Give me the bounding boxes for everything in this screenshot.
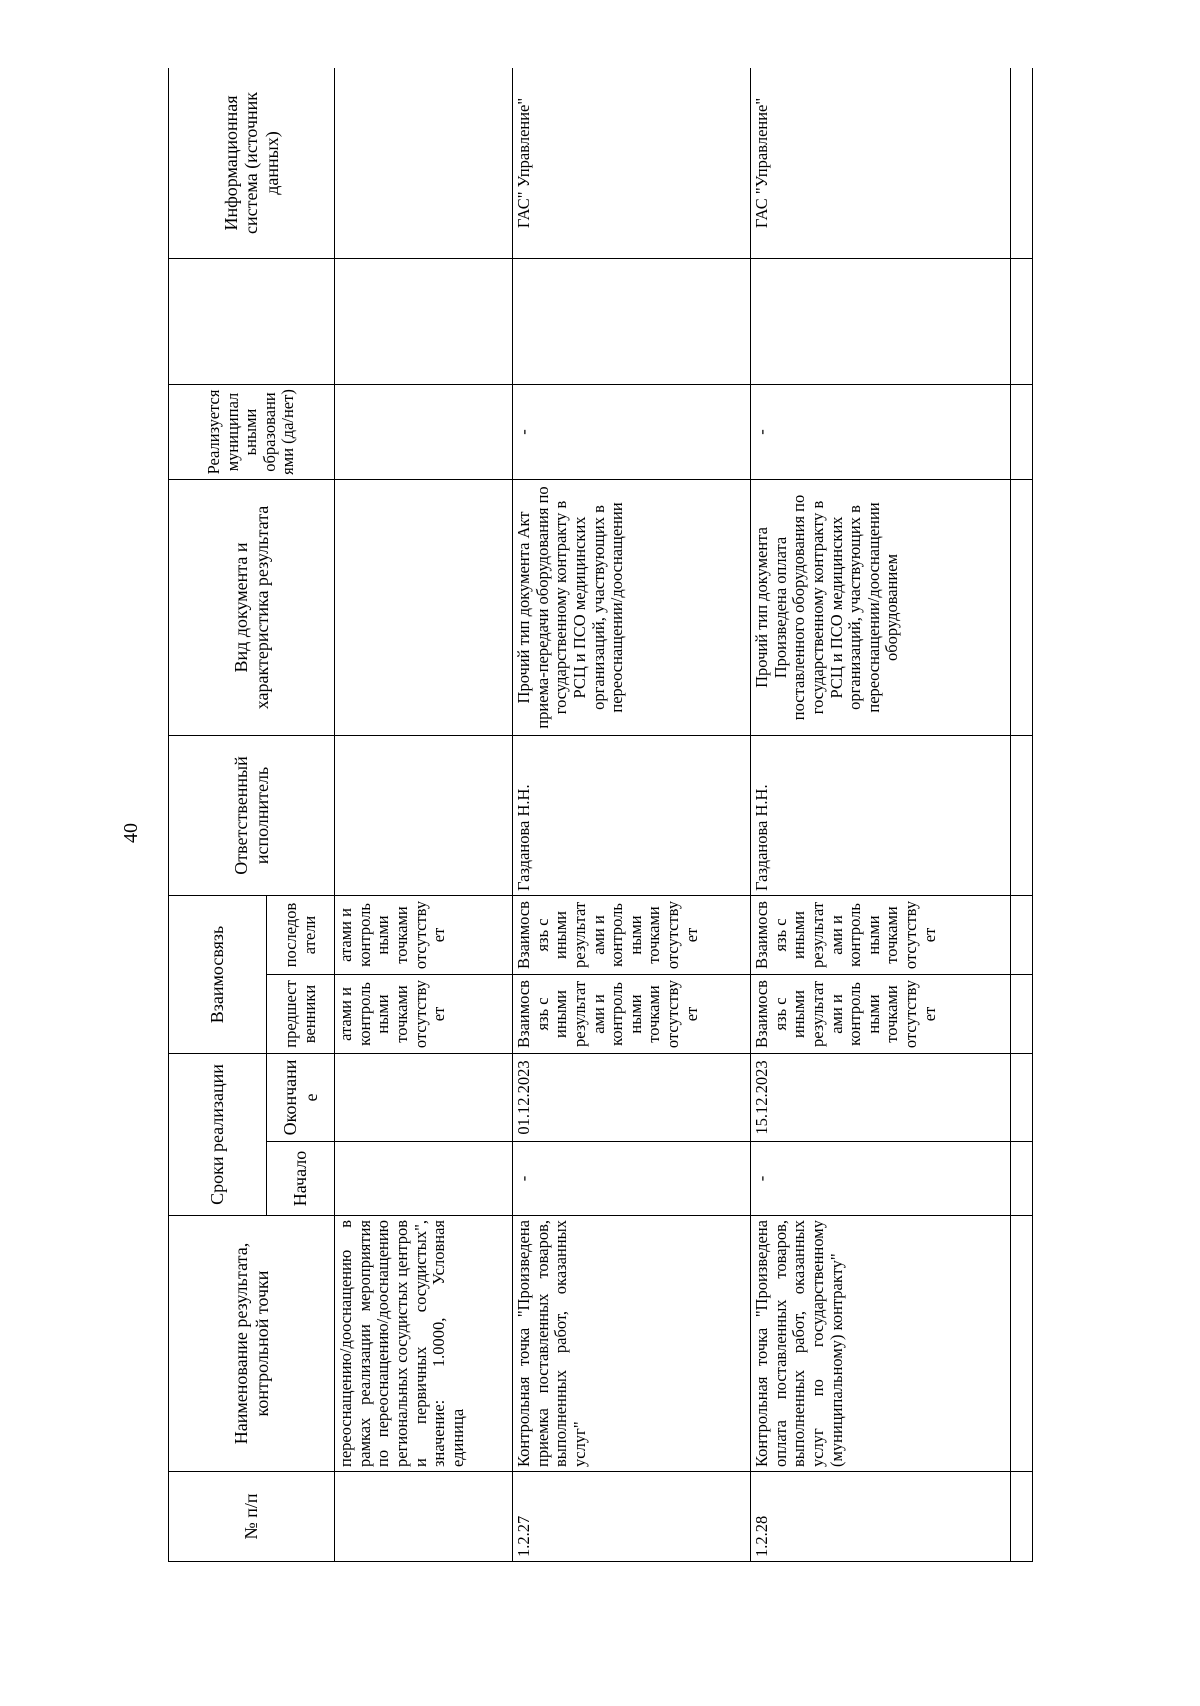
cell-predecessors: атами и контрольными точками отсутствует	[335, 974, 513, 1053]
cell-predecessors: Взаимосвязь с иными результатами и контрольными точками отсутствует	[751, 974, 1011, 1053]
cell-municipal	[335, 384, 513, 479]
results-table-sheet	[168, 68, 1096, 1562]
cell-successors: Взаимосвязь с иными результатами и контрольными точками отсутствует	[513, 895, 751, 974]
cell-infosys: ГАС" Управление"	[513, 68, 751, 258]
cell-start: -	[513, 1142, 751, 1216]
cell-blank	[1011, 258, 1033, 384]
header-start: Начало	[267, 1142, 335, 1216]
header-end: Окончание	[267, 1053, 335, 1141]
header-row-1	[169, 68, 267, 1562]
cell-blank	[1011, 384, 1033, 479]
table-row	[513, 68, 751, 1562]
header-name: Наименование результата, контрольной точки	[169, 1216, 335, 1472]
cell-municipal: -	[513, 384, 751, 479]
cell-num	[335, 1472, 513, 1562]
header-terms: Сроки реализации	[169, 1053, 267, 1215]
cell-empty	[513, 258, 751, 384]
cell-responsible: Газданова Н.Н.	[751, 735, 1011, 895]
cell-num: 1.2.27	[513, 1472, 751, 1562]
cell-doc: Прочий тип документа Акт приема-передачи оборудования по государственному контракту в РСЦ и ПСО медицинских организаций, участвующих в переоснащении/дооснащении	[513, 479, 751, 735]
cell-blank	[1011, 735, 1033, 895]
cell-blank	[1011, 1053, 1033, 1141]
cell-start	[335, 1142, 513, 1216]
cell-responsible: Газданова Н.Н.	[513, 735, 751, 895]
header-municipal: Реализуется муниципальными образованиями (да/нет)	[169, 384, 335, 479]
cell-empty	[335, 258, 513, 384]
page-number: 40	[120, 823, 142, 843]
header-relation: Взаимосвязь	[169, 895, 267, 1053]
cell-name: Контрольная точка "Произведена оплата поставленных товаров, выполненных работ, оказанных услуг по государственному (муниципальному) контракту"	[751, 1216, 1011, 1472]
header-successors: последователи	[267, 895, 335, 974]
cell-blank	[1011, 974, 1033, 1053]
header-predecessors: предшественники	[267, 974, 335, 1053]
cell-responsible	[335, 735, 513, 895]
cell-successors: Взаимосвязь с иными результатами и контрольными точками отсутствует	[751, 895, 1011, 974]
table-row-empty	[1011, 68, 1033, 1562]
cell-blank	[1011, 479, 1033, 735]
cell-name: Контрольная точка "Произведена приемка поставленных товаров, выполненных работ, оказанных услуг"	[513, 1216, 751, 1472]
cell-infosys	[335, 68, 513, 258]
cell-start: -	[751, 1142, 1011, 1216]
cell-predecessors: Взаимосвязь с иными результатами и контрольными точками отсутствует	[513, 974, 751, 1053]
cell-end	[335, 1053, 513, 1141]
header-num: № п/п	[169, 1472, 335, 1562]
cell-blank	[1011, 1216, 1033, 1472]
header-empty	[169, 258, 335, 384]
cell-blank	[1011, 895, 1033, 974]
cell-doc	[335, 479, 513, 735]
results-table	[168, 68, 1033, 1562]
cell-num: 1.2.28	[751, 1472, 1011, 1562]
cell-infosys: ГАС "Управление"	[751, 68, 1011, 258]
cell-successors: атами и контрольными точками отсутствует	[335, 895, 513, 974]
cell-doc: Прочий тип документа Произведена оплата поставленного оборудования по государственному контракту в РСЦ и ПСО медицинских организаций, участвующих в переоснащении/дооснащении оборудованием	[751, 479, 1011, 735]
table-row	[751, 68, 1011, 1562]
cell-empty	[751, 258, 1011, 384]
cell-end: 01.12.2023	[513, 1053, 751, 1141]
cell-municipal: -	[751, 384, 1011, 479]
header-doc: Вид документа и характеристика результата	[169, 479, 335, 735]
cell-name: переоснащению/дооснащению в рамках реализации мероприятия по переоснащению/дооснащению региональных сосудистых центров и первичных сосудистых", значение: 1.0000, Условная единица	[335, 1216, 513, 1472]
header-responsible: Ответственный исполнитель	[169, 735, 335, 895]
cell-blank	[1011, 68, 1033, 258]
header-infosys: Информационная система (источник данных)	[169, 68, 335, 258]
cell-blank	[1011, 1142, 1033, 1216]
table-row	[335, 68, 513, 1562]
cell-blank	[1011, 1472, 1033, 1562]
cell-end: 15.12.2023	[751, 1053, 1011, 1141]
